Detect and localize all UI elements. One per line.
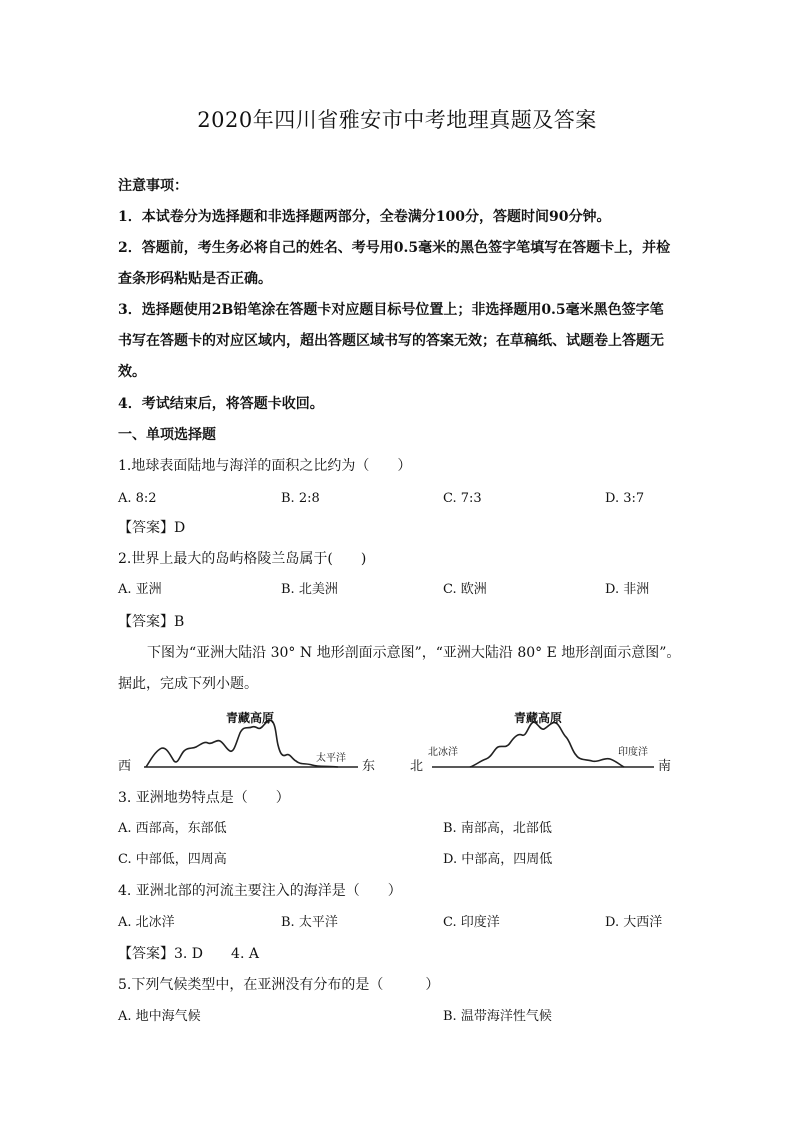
option: B. 北美洲 (281, 582, 338, 597)
notice-item: 2．答题前，考生务必将自己的姓名、考号用0.5毫米的黑色签字笔填写在答题卡上，并检 (118, 240, 671, 256)
option: D. 大西洋 (605, 915, 663, 930)
answer: 【答案】D (118, 520, 186, 536)
notice-item: 4．考试结束后，将答题卡收回。 (118, 396, 324, 412)
option: C. 欧洲 (443, 582, 487, 597)
direction-west: 西 (118, 759, 132, 774)
profile-figure-30n (118, 703, 378, 779)
terrain-line (146, 720, 338, 767)
notice-item: 效。 (118, 364, 146, 380)
section-heading: 一、单项选择题 (118, 427, 216, 443)
page-title: 2020年四川省雅安市中考地理真题及答案 (197, 108, 597, 132)
question-stem: 4. 亚洲北部的河流主要注入的海洋是（ ） (118, 883, 402, 899)
option: B. 南部高，北部低 (443, 821, 552, 836)
intro-text: 下图为“亚洲大陆沿 30° N 地形剖面示意图”，“亚洲大陆沿 80° E 地形剖面示意图”。 (147, 645, 681, 661)
option: D. 非洲 (605, 582, 650, 597)
notice-item: 1．本试卷分为选择题和非选择题两部分，全卷满分100分，答题时间90分钟。 (118, 209, 611, 225)
plateau-label: 青藏高原 (226, 711, 275, 725)
option: A. 地中海气候 (118, 1009, 201, 1024)
direction-south: 南 (658, 759, 672, 774)
option: D. 3:7 (605, 491, 645, 506)
question-stem: 5.下列气候类型中，在亚洲没有分布的是（ ） (118, 977, 440, 993)
direction-east: 东 (362, 759, 376, 774)
answer: 【答案】B (118, 614, 185, 630)
option: A. 北冰洋 (118, 915, 175, 930)
option: D. 中部高，四周低 (443, 852, 553, 867)
ocean-label-south: 印度洋 (618, 747, 648, 758)
option: B. 太平洋 (281, 915, 338, 930)
option: C. 中部低，四周高 (118, 852, 227, 867)
option: A. 西部高，东部低 (118, 821, 227, 836)
plateau-label: 青藏高原 (514, 711, 563, 725)
option: A. 8:2 (118, 491, 157, 506)
option: C. 印度洋 (443, 915, 500, 930)
question-stem: 2.世界上最大的岛屿格陵兰岛属于( ) (118, 551, 367, 567)
option: A. 亚洲 (118, 582, 162, 597)
option: C. 7:3 (443, 491, 482, 506)
profile-figure-80e (410, 703, 674, 779)
notice-item: 3．选择题使用2B铅笔涂在答题卡对应题目标号位置上；非选择题用0.5毫米黑色签字笔 (118, 302, 664, 318)
question-stem: 3. 亚洲地势特点是（ ） (118, 790, 290, 806)
ocean-label-north: 北冰洋 (428, 747, 458, 758)
option: B. 2:8 (281, 491, 320, 506)
answer: 【答案】3. D 4. A (118, 946, 259, 962)
question-stem: 1.地球表面陆地与海洋的面积之比约为（ ） (118, 458, 412, 474)
notice-item: 查条形码粘贴是否正确。 (118, 271, 272, 287)
notice-item: 书写在答题卡的对应区域内，超出答题区域书写的答案无效；在草稿纸、试题卷上答题无 (118, 333, 664, 349)
terrain-line (470, 722, 624, 767)
direction-north: 北 (410, 759, 424, 774)
option: B. 温带海洋性气候 (443, 1009, 552, 1024)
notice-heading: 注意事项： (118, 178, 188, 194)
ocean-label: 太平洋 (316, 753, 346, 764)
intro-text: 据此，完成下列小题。 (118, 676, 258, 692)
